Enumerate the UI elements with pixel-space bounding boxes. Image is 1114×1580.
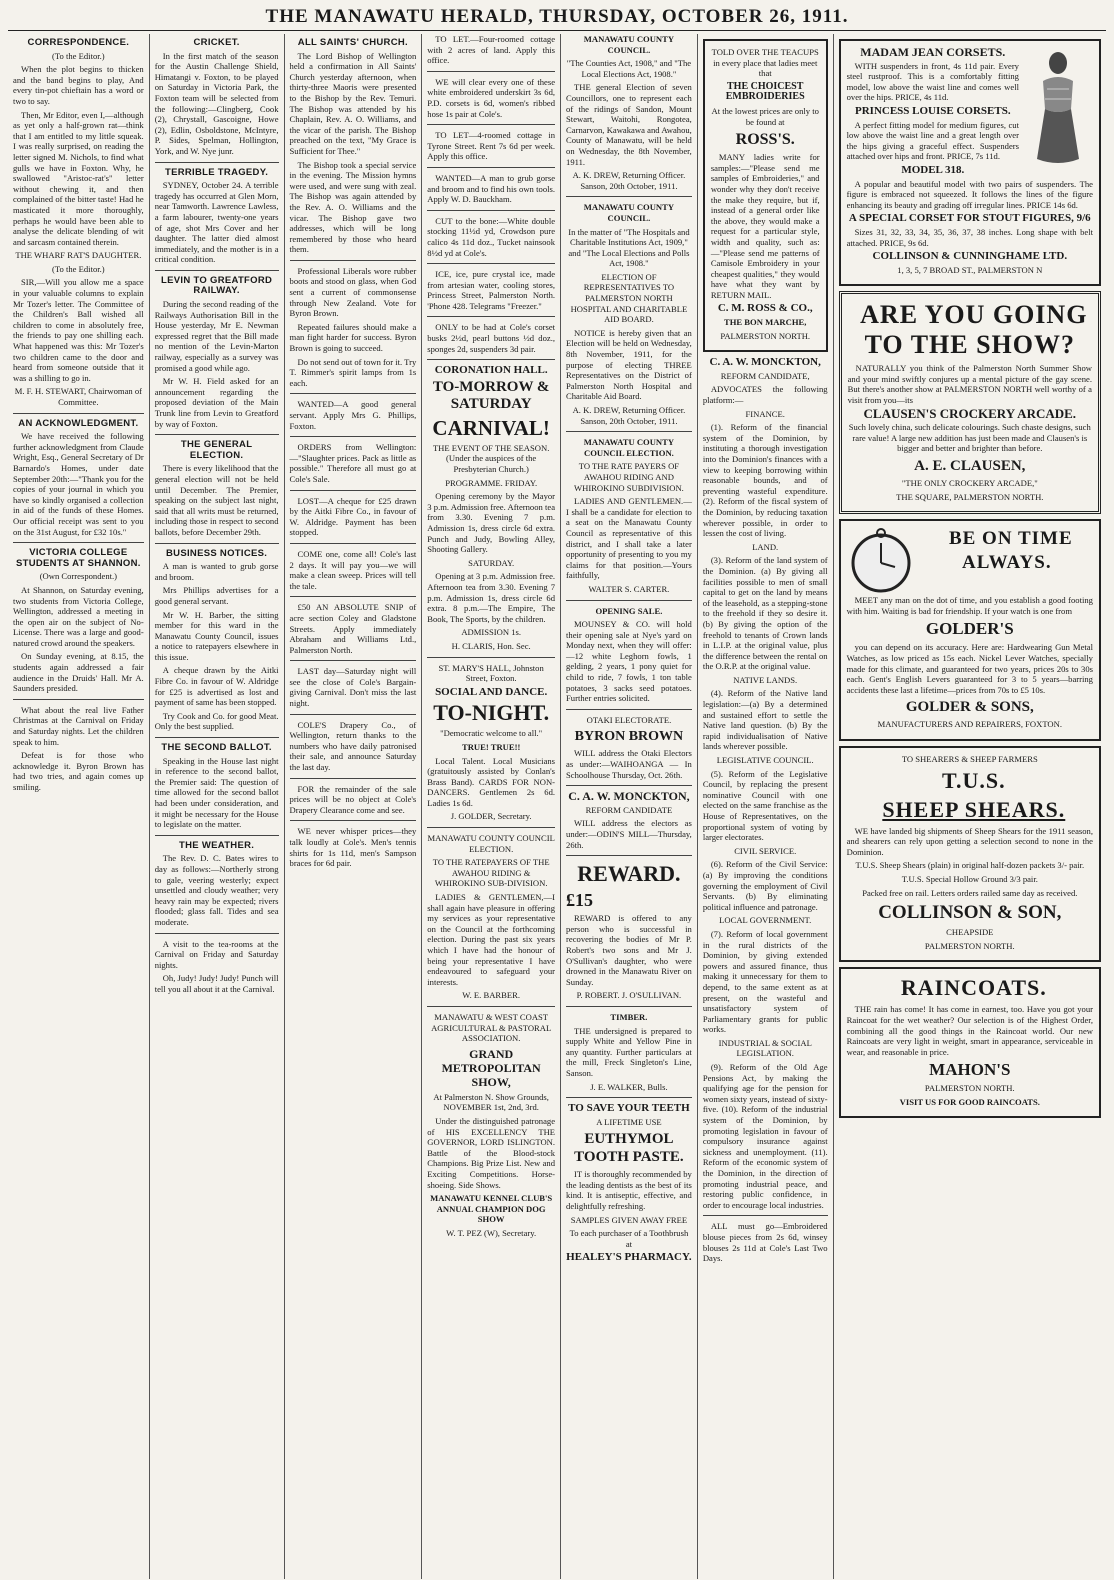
divider [155,270,279,271]
corset-illustration [1023,49,1093,169]
carnival-friday: Opening ceremony by the Mayor 3 p.m. Admission free. Afternoon tea from 3.30. Evening 7 p.m. Admission 1s, dress circle 6d extra. Punch and Judy, Bowling Alley, Shooting Gallery. [427,491,556,555]
watch-body: MEET any man on the dot of time, and you establish a good footing with him. Waiting is bad for friendship. If your watch is one from [846,595,1093,616]
railway-text: During the second reading of the Railways Authorisation Bill in the House yesterday, Mr E. Newman expressed regret that the Bill made no mention of the Levin-Marton railway, especially as a survey was promised a good while ago. [154,299,279,373]
correspondence-verse: When the plot begins to thicken and the band begins to play, And every tin-pot chieftain has a word or two to say. [13,64,144,106]
ross-signature: C. M. ROSS & CO., [717,302,813,315]
clausen-arcade: CLAUSEN'S CROCKERY ARCADE. [863,405,1077,421]
reward-signature: P. ROBERT. J. O'SULLIVAN. [576,990,682,1001]
timber-title: TIMBER. [610,1011,648,1022]
divider [566,855,692,856]
ad-snip: £50 AN ABSOLUTE SNIP of acre section Coley and Gladstone Streets. Apply immediately Abraham and Williams Ltd., Palmerston North. [289,602,417,655]
business-notice-5: Try Cook and Co. for good Meat. Only the best supplied. [154,710,279,732]
dance-hall: ST. MARY'S HALL, Johnston Street, Foxton. [438,662,544,684]
business-notice-3: Mr W. H. Barber, the sitting member for this ward in the Manawatu County Council, issues a notice to ratepayers elsewhere in this issue. [154,609,279,662]
divider [427,359,555,360]
heading-acknowledgment: AN ACKNOWLEDGMENT. [18,417,139,429]
divider [290,543,417,544]
teeth-body: IT is thoroughly recommended by the leading dentists as the best of its kind. It is antiseptic, effective, and delightfully refreshing. [566,1169,692,1212]
divider [427,71,555,72]
divider [566,1006,692,1007]
carnival-title: CARNIVAL! [432,415,550,440]
mc1-acts: "The Counties Act, 1908," and "The Local Elections Act, 1908." [566,58,692,79]
monckton-legislative-heading: LEGISLATIVE COUNCIL. [716,755,814,766]
carnival-hall: CORONATION HALL. [434,364,548,377]
all-saints-text: The Lord Bishop of Wellington held a confirmation in All Saints' Church yesterday afternoon, when thirty-three Maoris were presented to the Bishop by the Rev. Temuri. The Bishop was attended by his Chaplain, Rev. A. O. Williams, and the vicar of the parish. The Bishop preached on the text, "My Grace is Sufficient for Thee." [289,50,417,156]
caw-reform: REFORM CANDIDATE [585,804,673,815]
show-grand: GRAND METROPOLITAN SHOW, [441,1046,541,1089]
timber-signature: J. E. WALKER, Bulls. [590,1081,668,1092]
mahons: MAHON'S [929,1060,1011,1080]
collinson-cheapside: CHEAPSIDE [946,927,994,938]
monckton-native-heading: NATIVE LANDS. [733,674,798,685]
special-body: Sizes 31, 32, 33, 34, 35, 36, 37, 38 inches. Long shape with belt attached. PRICE, 9s 6d. [846,226,1093,248]
divider [566,709,692,710]
ross-ad [703,39,828,352]
divider [155,543,279,544]
railway-text-2: Mr W. H. Field asked for an announcement regarding the proposed deviation of the Main Trunk line from Levin to Greatford by way of Foxton. [154,376,279,429]
divider [155,434,279,435]
ad-lost-cheque: LOST—A cheque for £25 drawn by the Aitki Fibre Co., in favour of W. Aldridge. Payment has been stopped. [289,495,417,538]
mc1-body: THE general Election of seven Councillors, one to represent each of the ridings of Sandon, Mount Stewart, Waitohi, Rongotea, Carnarvon, Kawakawa and Awahou, County of Manawatu, will be held on Wednesday, the 8th November, 1911. [566,82,692,167]
column-1 [8,34,150,1579]
caw-monckton: C. A. W. MONCKTON, [568,789,690,804]
shears-plain: T.U.S. Sheep Shears (plain) in original half-dozen packets 3/- pair. [855,860,1085,871]
column-6 [698,34,834,1579]
father-christmas-note: What about the real live Father Christmas at the Carnival on Friday and Saturday nights. Let the children speak to him. [13,704,144,747]
to-editor: (To the Editor.) [52,50,105,61]
ross-body: MANY ladies write for samples:—"Please send me samples of Embroideries," and wonder why they don't receive the make they require, but if, instead of a general order like the above, they would make a request for a particular style, width and quality, such as:—"Please send me patterns of Camisole Embroidery in your cheapest qualities," they would have what they want by RETURN MAIL. [710,152,820,300]
divider [427,210,555,211]
opening-sale-title: OPENING SALE. [595,605,663,616]
divider [290,714,417,715]
defeat-note: Defeat is for those who acknowledge it. Byron Brown has had two tries, and again comes up smiling. [13,750,144,792]
mcc-subtitle: TO THE RATEPAYERS OF THE AWAHOU RIDING & WHIROKINO SUB-DIVISION. [432,857,550,889]
mahons-address: PALMERSTON NORTH. [924,1083,1015,1094]
dance-quote: "Democratic welcome to all." [440,728,543,739]
mcc-body: LADIES & GENTLEMEN,—I shall again have pleasure in offering my services as your representative on the Council at the forthcoming election. During the past six years which I have had the honour of being your representative I have endeavoured to safeguard your interests. [427,892,556,987]
divider [290,596,417,597]
mc2-signature: A. K. DREW, Returning Officer. Sanson, 20th October, 1911. [572,405,686,426]
mc1-signature: A. K. DREW, Returning Officer. Sanson, 20th October, 1911. [572,170,686,191]
divider [427,827,555,828]
divider [566,431,692,432]
golder-subtitle: MANUFACTURERS AND REPAIRERS, FOXTON. [877,719,1062,730]
divider [566,785,692,786]
watch-ad [839,519,1101,741]
show-headline: ARE YOU GOING TO THE SHOW? [860,300,1088,360]
monckton-legislative: (5). Reform of the Legislative Council, by replacing the present nominative Council with one elected on the same franchise as the House of Representatives, on the proportional system of voting by larger electorates. [702,768,828,843]
show-title: MANAWATU & WEST COAST AGRICULTURAL & PASTORAL ASSOCIATION. [431,1011,552,1044]
divider [566,600,692,601]
mc2-acts: In the matter of "The Hospitals and Charitable Institutions Act, 1909," and "The Local Elections and Polls Act, 1908." [568,226,690,269]
otaki-electorate: OTAKI ELECTORATE. [586,714,672,725]
ross-teacups: TOLD OVER THE TEACUPS in every place that ladies meet that [711,47,819,79]
rimmer-note: Do not send out of town for it. Try T. Rimmer's spirit lamps from 1s each. [289,356,417,388]
healeys-pharmacy: HEALEY'S PHARMACY. [566,1251,692,1264]
column-3 [285,34,423,1579]
reward-title: REWARD. [577,861,681,887]
collinson-son: COLLINSON & SON, [878,902,1062,924]
business-notice-2: Mrs Phillips advertises for a good general servant. [154,585,279,606]
divider [13,699,144,700]
show-body: Under the distinguished patronage of HIS EXCELLENCY THE GOVERNOR, LORD ISLINGTON. Battle of the Blood-stock Champions. Big Prize List. New and Exciting Competitions. Horse-shoeing. Side Shows. [427,1115,556,1190]
divider [155,933,279,934]
divider [290,660,417,661]
own-correspondent: (Own Correspondent.) [39,571,118,582]
louise-body: A perfect fitting model for medium figures, cut low above the waist line and a great length over the hips giving a graceful effect. Suspenders attached over hips and front. PRICE, 7s 11d. [846,119,1019,162]
divider [427,316,555,317]
carnival-signature: H. CLARIS, Hon. Sec. [451,640,531,651]
watch-icon [847,527,915,595]
shears-to: TO SHEARERS & SHEEP FARMERS [901,753,1038,764]
ad-wanted-man: WANTED—A man to grub gorse and broom and to find his own tools. Apply W. D. Bauckham. [427,172,556,205]
victoria-college-text: At Shannon, on Saturday evening, two students from Victoria College, Wellington, addressed a meeting in the open air on the subject of No-License. There was a large and good-natured crowd around the speakers. [13,584,144,648]
ross-prices: At the lowest prices are only to be found at [711,105,819,127]
mc2-body: NOTICE is hereby given that an Election will be held on Wednesday, 8th November, 1911, for the purpose of electing THREE Representatives on the District of Palmerston North Hospital and Charitable Aid Board. [566,327,692,402]
carnival-saturday: Opening at 3 p.m. Admission free. Afternoon tea from 3.30. Evening 7 p.m. Admission 1s, dress circle 6d extra. 8 p.m.—The Empire, The Book, The Sports, by the children. [427,571,556,624]
caw-body: WILL address the electors as under:—ODIN'S MILL—Thursday, 26th. [566,818,692,850]
divider [290,436,417,437]
ross-embroideries: THE CHOICEST EMBROIDERIES [725,80,805,103]
ad-last-day: LAST day—Saturday night will see the close of Cole's Bargain-giving Carnival. Don't miss the last night. [289,666,417,709]
weather-text: The Rev. D. C. Bates wires to day as follows:—Northerly strong to gale, veering westerly; expect unsettled and cloudy weather; very heavy rain may be expected; rivers flooded; glass fall. Tides and sea moderate. [154,853,279,927]
ross-name: ROSS'S. [735,131,795,149]
show-ad [839,291,1101,514]
divider [290,393,417,394]
watch-headline: BE ON TIME ALWAYS. [948,528,1073,574]
letter-signature: M. F. H. STEWART, Chairwoman of Committee. [14,386,142,407]
show-body: NATURALLY you think of the Palmerston North Summer Show and your mind swiftly conjures up a mental picture of the gay scene. But there's another show at PALMERSTON NORTH well worthy of a visit from you—its [847,363,1092,406]
collinson-address: 1, 3, 5, 7 BROAD ST., PALMERSTON N [897,264,1043,275]
raincoats-title: RAINCOATS. [900,975,1047,1001]
clausen-body: Such lovely china, such delicate colourings. Such chaste designs, such rare value! A large new addition has just been made and Clausen's is bigger and better and brighter than before. [848,422,1091,454]
ross-address: PALMERSTON NORTH. [720,330,811,341]
heading-correspondence: CORRESPONDENCE. [27,37,130,48]
dance-true: TRUE! TRUE!! [461,741,521,752]
punch-judy-note: Oh, Judy! Judy! Judy! Punch will tell you all about it at the Carnival. [154,973,279,994]
general-election-text: There is every likelihood that the general election will not be held until December. The Premier, speaking on the subject last night, said that all writs must be returned, including those in respect to second ballots, before December 29th. [154,463,279,537]
show-subtitle: At Palmerston N. Show Grounds, NOVEMBER 1st, 2nd, 3rd. [433,1091,549,1113]
letter-childrens-ball: SIR,—Will you allow me a space in your valuable columns to explain Mr Tozer's letter. The Committee of the Children's Ball wished all children to come in absolutely free, the friends to pay one shilling each. What happened was this: Mr Tozer's two children came to the door and heard from someone outside that it was a shilling to go in. [13,277,144,383]
shears-packed: Packed free on rail. Letters orders railed same day as received. [862,887,1078,898]
column-5 [561,34,698,1579]
mcc-signature: W. E. BARBER. [462,990,520,1001]
ad-ice: ICE, ice, pure crystal ice, made from artesian water, cooling stores, Princess Street, Palmerston North. 'Phone 428. Telegrams "Freezer." [427,269,556,311]
carnival-admission: ADMISSION 1s. [461,627,521,638]
heading-all-saints: ALL SAINTS' CHURCH. [297,37,408,48]
monckton-land: (3). Reform of the land system of the Dominion. (a) By giving all facilities possible to men of small capital to get on the land by means of the leasehold, as a stepping-stone to the freehold if they so desire it. (b) By giving the option of the freehold to tenants of Crown lands in L.I.P. at the original value, plus the difference between the rental on the O.R.P. at the original value. [702,555,828,672]
ad-all-must-go: ALL must go—Embroidered blouse pieces from 2s 6d, winsey blouses 2s 11d at Cole's Last Two Days. [702,1221,828,1264]
reward-body: REWARD is offered to any person who is successful in recovering the bodies of Mr P. Robert's two sons and Mr J. O'Sullivan's daughter, who were drowned in the Manawatu River on Sunday. [566,913,692,987]
jean-body: WITH suspenders in front, 4s 11d pair. Every steel rustproof. This is a comfortably fitting model, low above the waist line and comes well over the hips. PRICE, 4s 11d. [846,60,1019,103]
divider [13,542,144,543]
kennel-signature: W. T. PEZ (W), Secretary. [446,1227,537,1238]
ad-orders: ORDERS from Wellington:—"Slaughter prices. Pack as little as possible." Therefore all must go at Cole's Sale. [289,442,417,484]
heading-general-election: THE GENERAL ELECTION. [180,439,253,461]
mc3-title: MANAWATU COUNTY COUNCIL ELECTION. [583,437,675,458]
failures-note: Repeated failures should make a man fight harder for success. Byron Brown is going to succeed. [289,321,417,354]
jean-title: MADAM JEAN CORSETS. [860,45,1006,59]
model-body: A popular and beautiful model with two pairs of suspenders. The figure is embraced not squeezed. It follows the lines of the figure enhancing its beauty and grading off irregular lines. PRICE 14s 6d. [846,178,1093,210]
heading-business-notices: BUSINESS NOTICES. [166,547,268,559]
monckton-title: C. A. W. MONCKTON, [709,356,821,369]
all-saints-text-2: The Bishop took a special service in the evening. The Mission hymns were used, and were sung with zeal. The Bishop was again attended by the Rev. A. O. Williams and the vicar. The Bishop gave two addresses, which will be long remembered by those who heard them. [289,159,417,255]
monckton-reform: REFORM CANDIDATE, [720,370,810,381]
divider [290,490,417,491]
ad-remainder: FOR the remainder of the sale prices will be no object at Cole's Drapery Clearance come and see. [289,783,417,815]
business-notice-1: A man is wanted to grub gorse and broom. [154,561,279,582]
mcc-title: MANAWATU COUNTY COUNCIL ELECTION. [427,833,555,854]
collinson-cunninghame: COLLINSON & CUNNINGHAME LTD. [872,250,1068,263]
column-7 [834,34,1106,1579]
divider [155,162,279,163]
masthead: THE MANAWATU HERALD, THURSDAY, OCTOBER 26, 1911. [8,4,1106,31]
ad-come-one: COME one, come all! Cole's last 2 days. It will pay you—we will make a clean sweep. Prices will tell the tale. [289,548,417,591]
monckton-finance-heading: FINANCE. [745,408,785,419]
raincoats-ad [839,967,1101,1118]
heading-tragedy: TERRIBLE TRAGEDY. [164,166,269,178]
byron-brown: BYRON BROWN [574,729,684,745]
clausen-subtitle: "THE ONLY CROCKERY ARCADE," [901,478,1038,489]
heading-railway: LEVIN TO GREATFORD RAILWAY. [161,274,273,297]
divider [290,260,417,261]
divider [155,737,279,738]
divider [427,167,555,168]
column-2 [150,34,285,1579]
monckton-industrial-heading: INDUSTRIAL & SOCIAL LEGISLATION. [718,1037,812,1059]
tragedy-text: SYDNEY, October 24. A terrible tragedy has occurred at Glen Morn, near Tamworth. Lawrence Lawless, a farm labourer, twenty-one years of age, shot Mrs Cover and her daughter. The latter died almost immediately, and the mother is in a critical condition. [154,180,279,265]
shears-title: SHEEP SHEARS. [882,796,1066,822]
ad-to-let: TO LET.—Four-roomed cottage with 2 acres of land. Apply this office. [427,34,556,66]
raincoats-body: THE rain has come! It has come in earnest, too. Have you got your Raincoat for the wet weather? Our selection is of the Highest Order, combining all the good things in the Raincoat world. Our new Raincoats are very light in weight, smart in appearance, serviceable in wear, and reasonable in price. [846,1004,1093,1057]
correspondence-signature: THE WHARF RAT'S DAUGHTER. [15,250,142,261]
mc2-election: ELECTION OF REPRESENTATIVES TO PALMERSTON NORTH HOSPITAL AND CHARITABLE AID BOARD. [570,271,688,325]
model-title: MODEL 318. [901,163,965,176]
ad-to-let-2: TO LET—4-roomed cottage in Tyrone Street. Rent 7s 6d per week. Apply this office. [427,130,556,162]
carnival-subtitle: THE EVENT OF THE SEASON. (Under the auspices of the Presbyterian Church.) [432,442,550,475]
dance-signature: J. GOLDER, Secretary. [450,811,532,822]
divider [427,263,555,264]
liberals-note: Professional Liberals wore rubber boots and stood on glass, when God sent a current of commonsense through New Zealand. Vote for Byron Brown. [289,265,417,319]
teeth-purchaser: To each purchaser of a Toothbrush at [569,1228,689,1249]
divider [13,413,144,414]
shears-tus: T.U.S. [941,767,1006,793]
louise-title: PRINCESS LOUISE CORSETS. [855,104,1011,117]
monckton-intro: ADVOCATES the following platform:— [702,384,828,406]
clausen-name: A. E. CLAUSEN, [914,458,1026,475]
divider [427,1006,555,1007]
heading-cricket: CRICKET. [193,37,240,48]
divider [290,778,417,779]
ad-cut-bone: CUT to the bone:—White double stocking 11½d yd, Crowdson pure calico 4s 11d doz., Tucket nainsook 8½d yd at Cole's. [427,215,556,258]
mc3-signature: WALTER S. CARTER. [588,583,670,594]
divider [703,1215,828,1216]
cricket-text: In the first match of the season for the Austin Challenge Shield, Himatangi v. Foxton, to be played on Saturday in Victoria Park, the Foxton team will be selected from the following:—Clingberg, Cook (2), Chrystall, Gascoigne, Howe (2), Edlin, Osboldstone, McIntyre, P. Sides, Spelman, Hollington, York, and W. Nye junr. [154,50,279,156]
golders: GOLDER'S [925,619,1014,639]
dance-subtitle: SOCIAL AND DANCE. [435,685,548,698]
ad-coles-drapery: COLE'S Drapery Co., of Wellington, return thanks to the numbers who have daily patronised their sale, and announce Saturday the last day. [289,719,417,773]
shears-body: WE have landed big shipments of Sheep Shears for the 1911 season, and shearers can rely upon getting a selection second to none in the Dominion. [846,825,1093,857]
mc1-title: MANAWATU COUNTY COUNCIL. [583,34,675,55]
kennel-club: MANAWATU KENNEL CLUB'S ANNUAL CHAMPION DOG SHOW [430,1193,553,1225]
ross-bon-marche: THE BON MARCHE, [724,317,807,328]
monckton-industrial: (9). Reform of the Old Age Pensions Act, by making the qualifying age for the pension for women sixty years, instead of sixty-five. (10). Reform of the industrial system of the Dominion, by promoting legislation in favour of compulsory insurance against sickness and unemployment. (11). Reform of the economic system of the Dominion, in the direction of promoting industrial peace, and restoring public confidence, in order to encourage local industries. [702,1062,828,1210]
divider [155,835,279,836]
monckton-local-heading: LOCAL GOVERNMENT. [719,915,812,926]
victoria-college-text-2: On Sunday evening, at 8.15, the students again addressed a fair audience in the Druids' Hall. Mr A. Saunders presided. [13,651,144,694]
reward-amount: £15 [566,890,594,911]
to-editor-2: (To the Editor.) [52,263,105,274]
monckton-local: (7). Reform of local government in the rural districts of the Dominion, by giving extended powers and assured finance, thus making it unnecessary for them to depend, to the same extent as at present, on the wasteful and unsatisfactory system of Parliamentary grants for public works. [702,928,828,1035]
tea-rooms-note: A visit to the tea-rooms at the Carnival on Friday and Saturday nights. [154,938,279,970]
business-notice-4: A cheque drawn by the Aitki Fibre Co. in favour of W. Aldridge for £25 is advertised as lost and payment of same has been stopped. [154,665,279,708]
teeth-sub: A LIFETIME USE [596,1116,662,1127]
mc2-title: MANAWATU COUNTY COUNCIL. [583,202,675,223]
ad-wanted-servant: WANTED—A good general servant. Apply Mrs G. Phillips, Foxton. [289,399,417,431]
mc3-subtitle: TO THE RATE PAYERS OF AWAHOU RIDING AND WHIROKINO SUBDIVISION. [574,461,684,493]
monckton-native: (4). Reform of the Native land legislation:—(a) By a determined and sustained effort to settle the Native land question. (b) By the rapid individualisation of Native lands wherever possible. [702,688,828,752]
monckton-civil: (6). Reform of the Civil Service:(a) By improving the conditions governing the employment of Civil Servants. (b) By eliminating political influence and patronage. [702,859,828,912]
euthymol: EUTHYMOL TOOTH PASTE. [574,1131,684,1166]
divider [290,820,417,821]
clausen-address: THE SQUARE, PALMERSTON NORTH. [896,491,1044,502]
heading-second-ballot: THE SECOND BALLOT. [161,742,272,754]
divider [427,657,555,658]
carnival-dates: TO-MORROW & SATURDAY [432,378,550,412]
teeth-title: TO SAVE YOUR TEETH [568,1102,690,1115]
divider [566,1097,692,1098]
divider [566,196,692,197]
shears-ad [839,746,1101,962]
golder-body: you can depend on its accuracy. Here are: Hardwearing Gun Metal Watches, as low priced as 15s each. Nickel Lever Watches, specially made for this climate, and guaranteed for two years, prices 20s to 30s each. Gent's English Levers guaranteed for 3 to 5 years—barring accidents these last a lifetime—prices from 70s to £5 10s. [846,642,1093,695]
monckton-land-heading: LAND. [752,541,779,552]
dance-body: Local Talent. Local Musicians (gratuitously assisted by Conlan's Brass Band). CARDS FOR NON-DANCERS. Gentlemen 2s 6d. Ladies 1s 6d. [427,755,556,808]
heading-victoria-college: VICTORIA COLLEGE STUDENTS AT SHANNON. [15,547,141,569]
teeth-free: SAMPLES GIVEN AWAY FREE [570,1214,688,1225]
heading-weather: THE WEATHER. [179,839,255,851]
opening-sale-body: MOUNSEY & CO. will hold their opening sale at Nye's yard on Monday next, when they will offer:—12 white Leghorn fowls, 1 gelding, 2 years, 1 pony quiet for child to ride, 7 fowls, 1 ton table potatoes, 3 sacks seed potatoes. Further entries solicited. [566,619,692,704]
monckton-finance: (1). Reform of the financial system of the Dominion, by instituting a thorough investigation into the Dominion's finances with a view to keeping borrowing within reasonable bounds, and of preventing wasteful expenditure. (2). Reform of the fiscal system of the Dominion, by reducing taxation wherever possible, in order to lessen the cost of living. [702,422,828,539]
columns [8,34,1106,1579]
golder-sons: GOLDER & SONS, [905,699,1034,716]
special-title: A SPECIAL CORSET FOR STOUT FIGURES, 9/6 [848,212,1091,225]
mc3-body: LADIES AND GENTLEMEN.—I shall be a candidate for election to a seat on the Manawatu County Council as representative of this district, and I shall take a later opportunity of presenting to you my claims for that position.—Yours faithfully, [566,496,692,581]
shears-special: T.U.S. Special Hollow Ground 3/3 pair. [901,873,1038,884]
ad-only: ONLY to be had at Cole's corset busks 2½d, pearl buttons ½d doz., sponges 2d, suspenders 3d pair. [427,322,556,354]
timber-body: THE undersigned is prepared to supply White and Yellow Pine in any quantity. Further particulars at the mill, Freck Singleton's Line, Sanson. [566,1025,692,1078]
carnival-saturday-heading: SATURDAY. [468,557,515,568]
divider [427,124,555,125]
second-ballot-text: Speaking in the House last night in reference to the second ballot, the Premier said: The question of time allowed for the second ballot had been under consideration, and it might be necessary for the House to legislate on the matter. [154,755,279,830]
collinson-son-address: PALMERSTON NORTH. [924,940,1015,951]
byron-body: WILL address the Otaki Electors as under:—WAIHOANGA — In Schoolhouse Thursday, Oct. 26th. [566,748,692,780]
column-4 [422,34,561,1579]
acknowledgment-text: We have received the following further acknowledgment from Claude Wright, Esq., General Secretary of Dr Barnardo's Homes, under date September 20th:—"Thank you for the copies of your journal in which you have so kindly organised a collection in aid of the funds of these Homes. Our official receipt was sent to you on the 31st August, for £32 10s." [13,431,144,537]
corsets-ad [839,39,1101,286]
correspondence-letter: Then, Mr Editor, even I,—although as yet only a half-grown rat—think that I am entitled to my little squeak. I was really surprised, on reading the letter signed M. Nichols, to find what gulls we have in Foxton. Why, he swallowed "Aristoc-rat's" letter without chewing it, and then complained of the bitter taste! Had he masticated it more thoroughly, perhaps he would have been able to analyse the delicate blending of wit and sarcasm contained therein. [13,109,144,247]
ad-clear: WE will clear every one of these white embroidered underskirt 3s 6d, P.D. corsets is 6d, women's ribbed hose 1s pair at Cole's. [427,76,556,119]
carnival-programme: PROGRAMME. FRIDAY. [445,477,538,488]
dance-tonight: TO-NIGHT. [433,700,550,726]
ad-whisper: WE never whisper prices—they talk loudly at Cole's. Men's tennis shirts for 1s 11d, men's Sampson braces for 6d pair. [289,826,417,869]
mahons-visit: VISIT US FOR GOOD RAINCOATS. [899,1096,1040,1107]
monckton-civil-heading: CIVIL SERVICE. [734,845,797,856]
